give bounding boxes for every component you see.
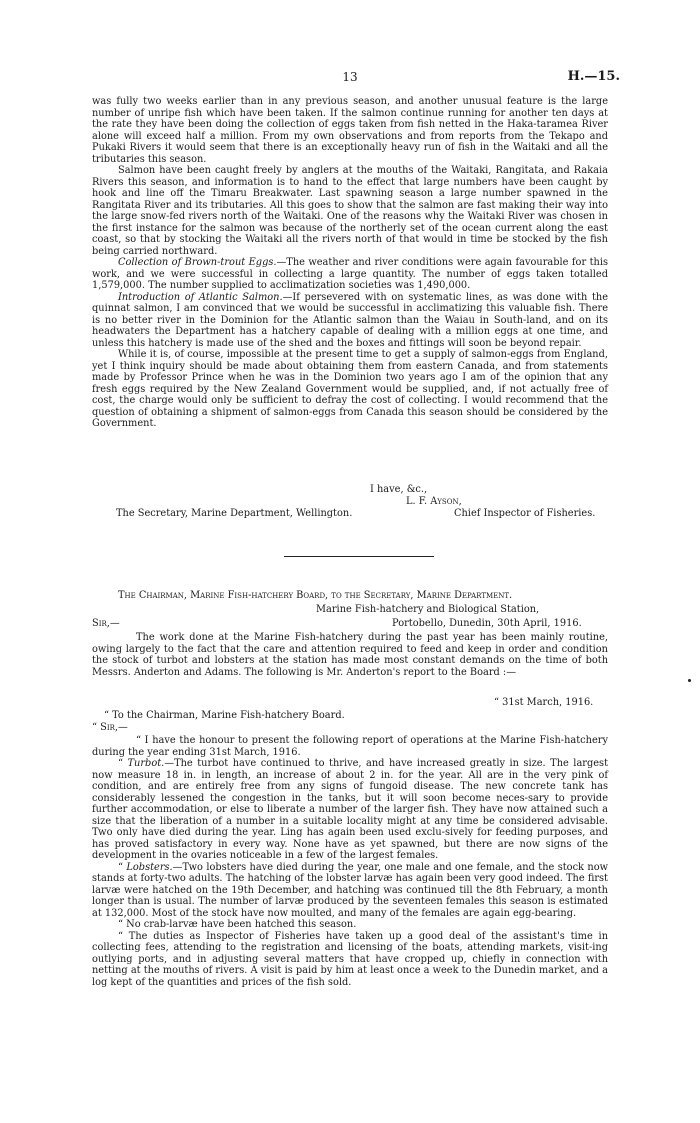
letter1-paragraph-5: While it is, of course, impossible at the present time to get a supply of salmon-eggs from England, yet I think inquiry should be made about obtaining them from eastern Canada, and from statements made by Professor Prince when he was in the Dominion two years ago I am of the opinion that any fresh eggs required by the New Zealand Government would be supplied, and, if not actually free of cost, the charge would only be sufficient to defray the cost of collecting. I would recommend that the question of obtaining a shipment of salmon-eggs from Canada this season should be considered by the Government. — [92, 349, 608, 429]
letter1-paragraph-4 — [92, 292, 608, 350]
section-title-turbot: Turbot. — [127, 758, 165, 769]
addressee: The Secretary, Marine Department, Wellington. — [116, 508, 353, 519]
report-paragraph-intro: “ I have the honour to present the following report of operations at the Marine Fish-hatchery during the year ending 31st March, 1916. — [92, 735, 608, 758]
report-paragraph-duties: “ The duties as Inspector of Fisheries have taken up a good deal of the assistant's time in collecting fees, attending to the registration and licensing of the boats, attending markets, visit-ing outlying ports, and in adjusting several matters that have cropped up, chiefly in connection with netting at the mouths of rivers. A visit is paid by him at least once a week to the Dunedin market, and a log kept of the quantities and prices of the fish sold. — [92, 930, 608, 988]
letter1-body — [92, 96, 608, 430]
report-paragraph-turbot: “ Turbot.—The turbot have continued to thrive, and have increased greatly in size. The largest now measure 18 in. in length, an increase of about 2 in. for the year. All are in the very pink of condition, and are entirely free from any signs of fungoid disease. The new concrete tank has considerably lessened the congestion in the tanks, but it will soon become neces-sary to provide further accommodation, or else to liberate a number of the larger fish. They have now attained such a size that the liberation of a number in a suitable locality might at any time be considered advisable. Two only have died during the year. Ling has again been used exclu-sively for feeding purposes, and has proved satisfactory in every way. None have as yet spawned, but there are now signs of the development in the ovaries noticeable in a few of the largest females. — [92, 758, 609, 861]
page-number: 13 — [342, 70, 358, 84]
heading-from: The Chairman, Marine Fish-hatchery Board, — [118, 590, 329, 601]
signature-name: L. F. Ayson, — [406, 496, 462, 507]
paragraph-text: —Two lobsters have died during the year, one male and one female, and the stock now stands at forty-two adults. The hatching of the lobster larvæ has again been very good indeed. The first larvæ were hatched on the 19th December, and hatching was continued till the 8th February, a month longer than is usual. The number of larvæ produced by the seventeen females this season is estimated at 132,000. Most of the stock have now moulted, and many of the females are again egg-bearing. — [92, 861, 608, 919]
paragraph-text: —The weather and river conditions were again favourable for this work, and we were successful in collecting a large quantity. The number of eggs taken totalled 1,579,000. The number supplied to acclimatization societies was 1,490,000. — [92, 257, 608, 291]
section-title-atlantic-salmon: Introduction of Atlantic Salmon. — [118, 291, 283, 303]
paragraph-text: —The turbot have continued to thrive, and have increased greatly in size. The largest now measure 18 in. in length, an increase of about 2 in. for the year. All are in the very pink of condition, and are entirely free from any signs of fungoid disease. The new concrete tank has considerably lessened the congestion in the tanks, but it will soon become neces-sary to provide further accommodation, or else to liberate a number of the larger fish. They have now attained such a size that the liberation of a number in a suitable locality might at any time be considered advisable. Two only have died during the year. Ling has again been used exclu-sively for feeding purposes, and has proved satisfactory in every way. None have as yet spawned, but there are now signs of the development in the ovaries noticeable in a few of the largest females. — [92, 758, 609, 861]
report-recipient: “ To the Chairman, Marine Fish-hatchery Board. — [104, 710, 345, 721]
letter1-paragraph-3 — [92, 257, 608, 292]
report-body — [92, 735, 608, 988]
report-reference: H.—15. — [567, 69, 620, 84]
salutation: Sir,— — [92, 618, 120, 629]
closing-line: I have, &c., — [370, 484, 428, 495]
report-salutation: “ Sir,— — [92, 722, 128, 733]
margin-mark — [688, 679, 691, 682]
letter1-paragraph-1: was fully two weeks earlier than in any previous season, and another unusual feature is the large number of unripe fish which have been taken. If the salmon continue running for another ten days at the rate they have been doing the collection of eggs taken from fish netted in the Haka-taramea River alone will exceed half a million. From my own observations and from reports from the Tekapo and Pukaki Rivers it would seem that there is an exceptionally heavy run of fish in the Waitaki and all the tributaries this season. — [92, 96, 608, 165]
letter2-intro — [92, 632, 608, 678]
section-title-brown-trout: Collection of Brown-trout Eggs. — [118, 257, 277, 268]
letter1-paragraph-2: Salmon have been caught freely by anglers at the mouths of the Waitaki, Rangitata, and Rakaia Rivers this season, and information is to hand to the effect that large numbers have been caught by hook and line off the Timaru Breakwater. Last spawning season a large number spawned in the Rangitata River and its tributaries. All this goes to show that the salmon are fast making their way into the large snow-fed rivers north of the Waitaki. One of the reasons why the Waitaki River was chosen in the first instance for the salmon was because of the northerly set of the ocean current along the east coast, so that by stocking the Waitaki all the rivers north of that would in time be stocked by the fish being carried northward. — [92, 165, 608, 257]
heading-to: to the Secretary, Marine Department. — [328, 590, 513, 601]
address-line-1: Marine Fish-hatchery and Biological Station, — [316, 604, 540, 615]
report-date: “ 31st March, 1916. — [494, 697, 594, 708]
letter2-heading — [118, 590, 512, 602]
paragraph-text: —If persevered with on systematic lines, as was done with the quinnat salmon, I am convinced that we would be successful in acclimatizing this valuable fish. There is no better river in the Dominion for the Atlantic salmon than the Waiau in South-land, and on its headwaters the Department has a hatchery capable of dealing with a million eggs at one time, and unless this hatchery is made use of the shed and the boxes and fittings will soon be beyond repair. — [92, 291, 608, 349]
report-paragraph-crab: “ No crab-larvæ have been hatched this season. — [118, 919, 357, 930]
report-paragraph-lobsters: “ Lobsters.—Two lobsters have died during the year, one male and one female, and the stock now stands at forty-two adults. The hatching of the lobster larvæ has again been very good indeed. The first larvæ were hatched on the 19th December, and hatching was continued till the 8th February, a month longer than is usual. The number of larvæ produced by the seventeen females this season is estimated at 132,000. Most of the stock have now moulted, and many of the females are again egg-bearing. — [92, 861, 608, 919]
letter2-paragraph-1: The work done at the Marine Fish-hatchery during the past year has been mainly routine, owing largely to the fact that the care and attention required to feed and keep in order and condition the stock of turbot and lobsters at the station has made most constant demands on the time of both Messrs. Anderton and Adams. The following is Mr. Anderton's report to the Board :— — [92, 632, 608, 678]
address-line-2: Portobello, Dunedin, 30th April, 1916. — [392, 618, 582, 629]
section-title-lobsters: Lobsters. — [126, 861, 173, 873]
signatory-title: Chief Inspector of Fisheries. — [454, 508, 596, 519]
section-divider — [284, 556, 434, 557]
